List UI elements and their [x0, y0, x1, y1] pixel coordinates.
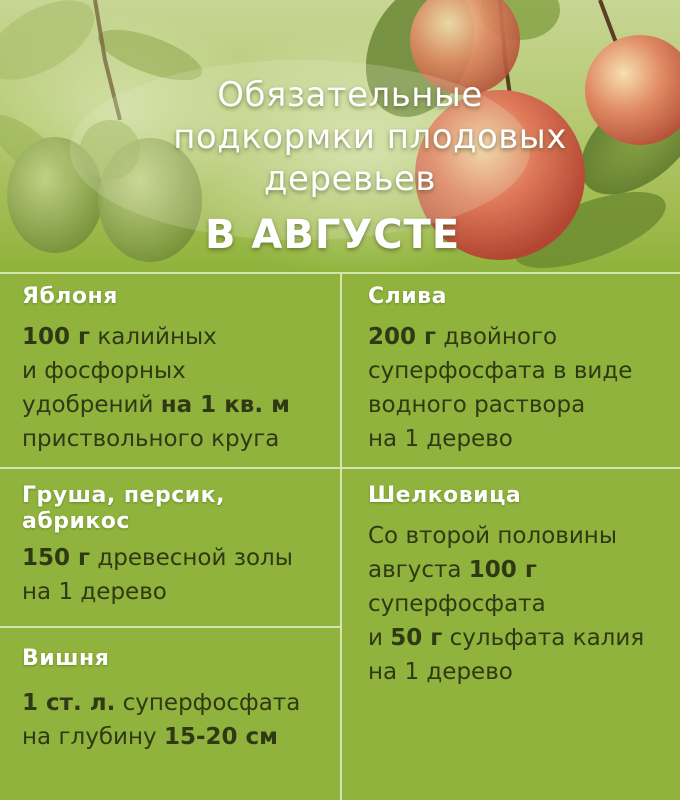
cell-mulberry [342, 469, 680, 800]
text: и [368, 625, 391, 651]
amount: 150 г [22, 545, 91, 571]
tree-instructions [368, 320, 680, 456]
text: на 1 дерево [368, 659, 513, 685]
amount: 100 г [468, 557, 537, 583]
text: водного раствора [368, 392, 586, 418]
title-line-3: деревьев [264, 159, 436, 199]
amount: 50 г [390, 625, 443, 651]
text: августа [368, 557, 469, 583]
text: Со второй половины [368, 523, 617, 549]
amount: 15-20 см [163, 724, 278, 750]
header-banner [0, 0, 680, 272]
tree-instructions [22, 686, 341, 754]
text: суперфосфата [368, 591, 546, 617]
text: калийных [90, 324, 217, 350]
text: на глубину [22, 724, 164, 750]
tree-instructions [22, 541, 341, 609]
text: на 1 дерево [368, 426, 513, 452]
amount: 100 г [22, 324, 91, 350]
text: приствольного круга [22, 426, 280, 452]
title-line-1: Обязательные [217, 75, 483, 115]
tree-instructions [368, 519, 680, 689]
text: суперфосфата [115, 690, 301, 716]
subtitle: В АВГУСТЕ [205, 212, 461, 258]
cell-cherry [0, 628, 341, 800]
amount: на 1 кв. м [160, 392, 290, 418]
text: сульфата калия [442, 625, 645, 651]
tree-instructions [22, 320, 341, 456]
title [0, 74, 680, 200]
text: древесной золы [90, 545, 293, 571]
title-line-2: подкормки плодовых [173, 117, 567, 157]
text: удобрений [22, 392, 161, 418]
tree-name-line: абрикос [22, 509, 130, 534]
text: двойного [436, 324, 558, 350]
cell-apple [0, 272, 341, 468]
text: на 1 дерево [22, 579, 167, 605]
fertilizer-table [0, 272, 680, 800]
tree-name-line: Груша, персик, [22, 483, 225, 508]
text: и фосфорных [22, 358, 186, 384]
amount: 1 ст. л. [22, 690, 116, 716]
tree-name [22, 483, 341, 535]
cell-pear-peach-apricot [0, 469, 341, 627]
tree-name: Вишня [22, 646, 110, 671]
tree-name: Шелковица [368, 483, 522, 508]
amount: 200 г [368, 324, 437, 350]
tree-name: Яблоня [22, 284, 118, 309]
cell-plum [342, 272, 680, 468]
tree-name: Слива [368, 284, 447, 309]
text: суперфосфата в виде [368, 358, 633, 384]
